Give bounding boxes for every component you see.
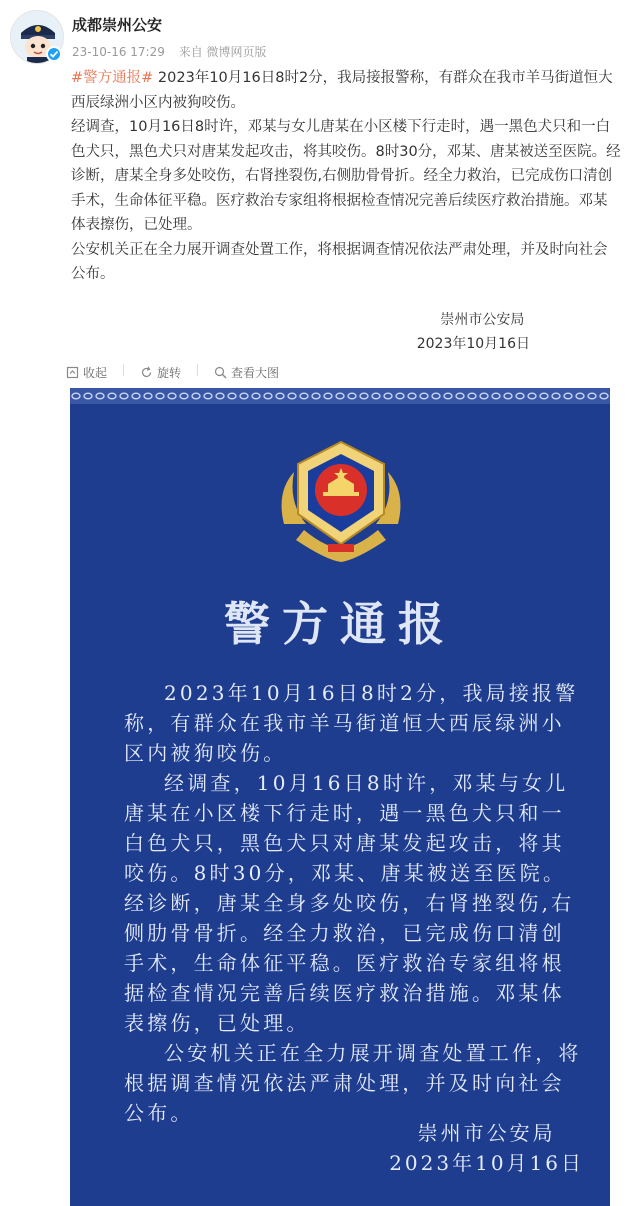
post-source: 来自 微博网页版 (178, 45, 267, 59)
post-paragraph: 公安机关正在全力展开调查处置工作，将根据调查情况依法严肃处理，并及时向社会公布。 (71, 241, 608, 282)
post-body (71, 66, 621, 287)
weibo-post (0, 0, 638, 360)
post-signature (417, 308, 530, 356)
post-paragraph: 经调查，10月16日8时许，邓某与女儿唐某在小区楼下行走时，遇一黑色犬只和一白色犬只，黑色犬只对唐某发起攻击，将其咬伤。8时30分，邓某、唐某被送至医院。经诊断，唐某全身多处咬伤，右肾挫裂伤,右侧肋骨骨折。经全力救治，已完成伤口清创手术，生命体征平稳。医疗救治专家组将根据检查情况完善后续医疗救治措施。邓某体表擦伤，已处理。 (71, 119, 621, 233)
notice-signature (389, 1118, 584, 1178)
notice-paragraph: 公安机关正在全力展开调查处置工作，将根据调查情况依法严肃处理，并及时向社会公布。 (124, 1041, 582, 1125)
divider (197, 364, 198, 376)
verified-badge-icon (46, 46, 62, 62)
post-meta (72, 43, 277, 60)
notice-org: 崇州市公安局 (417, 1121, 556, 1145)
decorative-border (70, 388, 610, 404)
notice-date: 2023年10月16日 (389, 1151, 584, 1175)
rotate-icon (140, 366, 153, 379)
notice-paragraph: 2023年10月16日8时2分，我局接报警称，有群众在我市羊马街道恒大西辰绿洲小区内被狗咬伤。 (124, 681, 579, 765)
signature-date: 2023年10月16日 (416, 336, 530, 352)
post-time[interactable]: 23-10-16 17:29 (72, 45, 165, 59)
rotate-button[interactable]: 旋转 (140, 364, 181, 381)
view-large-button[interactable]: 查看大图 (214, 364, 279, 381)
image-toolbar (66, 364, 279, 381)
divider (123, 364, 124, 376)
hashtag-link[interactable]: #警方通报# (71, 70, 154, 86)
signature-org: 崇州市公安局 (440, 312, 525, 328)
zoom-icon (214, 366, 227, 379)
notice-paragraph: 经调查，10月16日8时许，邓某与女儿唐某在小区楼下行走时，遇一黑色犬只和一白色犬只，黑色犬只对唐某发起攻击，将其咬伤。8时30分，邓某、唐某被送至医院。经诊断，唐某全身多处咬伤，右肾挫裂伤,右侧肋骨骨折。经全力救治，已完成伤口清创手术，生命体征平稳。医疗救治专家组将根据检查情况完善后续医疗救治措施。邓某体表擦伤，已处理。 (124, 771, 575, 1035)
police-emblem-icon (266, 432, 416, 582)
police-notice-image[interactable] (70, 388, 610, 1206)
collapse-icon (66, 366, 79, 379)
notice-title: 警方通报 (224, 597, 456, 651)
collapse-button[interactable]: 收起 (66, 364, 107, 381)
author-name[interactable]: 成都崇州公安 (72, 16, 163, 34)
notice-body (124, 678, 584, 1128)
post-paragraph: #警方通报# 2023年10月16日8时2分，我局接报警称，有群众在我市羊马街道恒大西辰绿洲小区内被狗咬伤。 (71, 70, 613, 111)
